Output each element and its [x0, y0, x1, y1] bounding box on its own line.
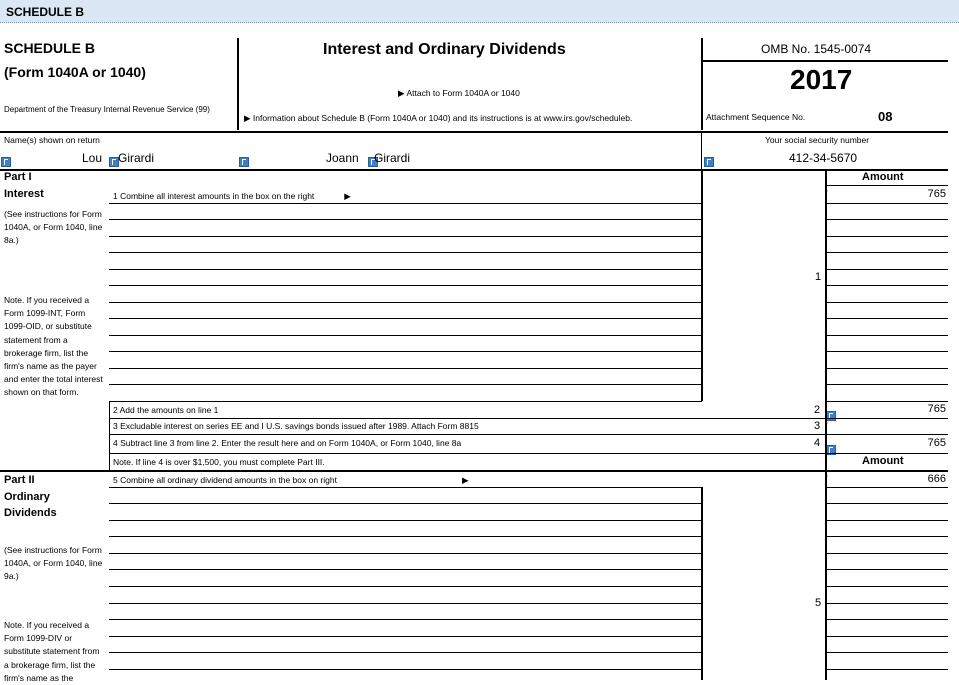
last-name-2[interactable]: Girardi — [374, 151, 411, 165]
amount-row-line — [825, 203, 948, 204]
sequence-number: 08 — [878, 109, 893, 124]
header-divider-right — [701, 38, 703, 130]
first-name-2[interactable]: Joann — [326, 151, 359, 165]
part1-subtitle: Interest — [4, 188, 44, 200]
omb-number: OMB No. 1545-0074 — [761, 42, 872, 56]
arrow-icon: ▶ — [461, 475, 469, 485]
payer-row-line — [109, 503, 702, 504]
amount-row-line — [825, 586, 948, 587]
line1-number: 1 — [815, 271, 822, 283]
ssn-value[interactable]: 412-34-5670 — [789, 151, 858, 165]
schedule-tab-label: SCHEDULE B — [6, 5, 85, 19]
part1-bottom-rule — [0, 470, 948, 472]
schedule-title: SCHEDULE B — [4, 40, 96, 56]
payer-row-line — [109, 669, 702, 670]
amount-row-line — [825, 318, 948, 319]
amount-row-line — [825, 652, 948, 653]
last-name-1[interactable]: Girardi — [118, 151, 155, 165]
amount-row-line — [825, 619, 948, 620]
part2-amount-header: Amount — [862, 455, 904, 467]
form-title: Interest and Ordinary Dividends — [323, 41, 566, 58]
amount-row-line — [825, 368, 948, 369]
amount-row-line — [825, 285, 948, 286]
line2-number: 2 — [814, 404, 821, 416]
part1-note: Note. If you received a Form 1099-INT, Form 1099-OID, or substitute statement from a brokerage firm, list the firm's name as the payer and enter the total interest shown on that form. — [4, 295, 103, 398]
field-marker-icon[interactable] — [826, 411, 836, 421]
line1-text — [113, 191, 351, 202]
amount-row-line — [825, 384, 948, 385]
payer-row-line — [109, 536, 702, 537]
payer-row-line — [109, 351, 702, 352]
amount-row-line — [825, 553, 948, 554]
payer-row-line — [109, 401, 702, 402]
line3-text: 3 Excludable interest on series EE and I U.S. savings bonds issued after 1989. Attach Form 8815 — [113, 421, 479, 431]
amount-row-line — [825, 302, 948, 303]
amount-row-line — [825, 503, 948, 504]
arrow-icon: ▶ — [398, 88, 405, 98]
part1-instructions: (See instructions for Form 1040A, or Form 1040, line 8a.) — [4, 209, 103, 246]
line1-amount[interactable]: 765 — [927, 188, 946, 200]
line2-amount[interactable]: 765 — [927, 403, 946, 415]
line5-number: 5 — [815, 597, 822, 609]
info-text: Information about Schedule B (Form 1040A or 1040) and its instructions is at www.irs.gov/scheduleb. — [252, 113, 633, 123]
sequence-label: Attachment Sequence No. — [706, 112, 806, 122]
payer-row-line — [109, 219, 702, 220]
line5-text — [113, 475, 469, 486]
part2-subtitle-2: Dividends — [4, 507, 57, 519]
info-line — [244, 113, 632, 124]
line2-text: 2 Add the amounts on line 1 — [113, 405, 219, 415]
amount-row-line — [825, 335, 948, 336]
payer-row-line — [109, 384, 702, 385]
header-bottom-rule — [0, 131, 948, 133]
form-reference: (Form 1040A or 1040) — [4, 64, 146, 80]
line4-number: 4 — [814, 437, 821, 449]
payer-row-line — [109, 318, 702, 319]
omb-rule — [702, 60, 948, 62]
line3-number: 3 — [814, 420, 821, 432]
amount-row-line — [825, 269, 948, 270]
payer-column-right — [701, 169, 703, 401]
line4-amount[interactable]: 765 — [927, 437, 946, 449]
amount-column-left — [825, 470, 827, 680]
payer-column-right — [701, 487, 703, 680]
attach-line — [398, 88, 520, 99]
arrow-icon: ▶ — [344, 191, 351, 201]
amount-row-line — [825, 351, 948, 352]
amount-row-line — [825, 219, 948, 220]
line4-rule — [109, 453, 948, 454]
payer-row-line — [109, 652, 702, 653]
payer-row-line — [109, 603, 702, 604]
payer-row-line — [109, 252, 702, 253]
attach-text: Attach to Form 1040A or 1040 — [406, 88, 520, 98]
part1-title: Part I — [4, 171, 32, 183]
amount-row-line — [825, 569, 948, 570]
line5-amount[interactable]: 666 — [927, 473, 946, 485]
ssn-label: Your social security number — [765, 135, 870, 145]
part2-subtitle-1: Ordinary — [4, 491, 50, 503]
names-divider — [701, 132, 702, 169]
amount-row-line — [825, 487, 948, 488]
amount-row-line — [825, 536, 948, 537]
payer-row-line — [109, 335, 702, 336]
payer-row-line — [109, 487, 702, 488]
amount-row-line — [825, 636, 948, 637]
field-marker-icon[interactable] — [704, 157, 714, 167]
amount-row-line — [825, 603, 948, 604]
schedule-tab-bar — [0, 0, 959, 23]
names-bottom-rule — [0, 169, 948, 171]
tax-year: 2017 — [790, 64, 853, 95]
amount-row-line — [825, 236, 948, 237]
payer-row-line — [109, 269, 702, 270]
payer-row-line — [109, 553, 702, 554]
amount-row-line — [825, 252, 948, 253]
first-name-1[interactable]: Lou — [82, 151, 103, 165]
part2-title: Part II — [4, 474, 35, 486]
line5-label: 5 Combine all ordinary dividend amounts in the box on right — [113, 475, 337, 485]
payer-row-line — [109, 586, 702, 587]
payer-row-line — [109, 302, 702, 303]
line1-label: 1 Combine all interest amounts in the box on the right — [113, 191, 315, 201]
names-label: Name(s) shown on return — [4, 135, 100, 145]
payer-row-line — [109, 636, 702, 637]
line-column-left — [109, 401, 110, 470]
arrow-icon: ▶ — [244, 113, 251, 123]
amount-row-line — [825, 401, 948, 402]
amount-header-rule — [825, 185, 948, 186]
amount-row-line — [825, 669, 948, 670]
payer-row-line — [109, 285, 702, 286]
department-text: Department of the Treasury Internal Revenue Service (99) — [4, 105, 210, 114]
field-marker-icon[interactable] — [239, 157, 249, 167]
part1-amount-header: Amount — [862, 171, 904, 183]
part2-instructions: (See instructions for Form 1040A, or Form 1040, line 9a.) — [4, 545, 103, 582]
amount-row-line — [825, 520, 948, 521]
payer-row-line — [109, 619, 702, 620]
part2-note: Note. If you received a Form 1099-DIV or substitute statement from a brokerage firm, list the firm's name as the — [4, 620, 100, 683]
field-marker-icon[interactable] — [1, 157, 11, 167]
line2-rule — [109, 418, 948, 419]
line3-rule — [109, 434, 948, 435]
payer-row-line — [109, 569, 702, 570]
amount-column-left — [825, 169, 827, 470]
payer-row-line — [109, 368, 702, 369]
header-divider-left — [237, 38, 239, 130]
line4-text: 4 Subtract line 3 from line 2. Enter the result here and on Form 1040A, or Form 1040, line 8a — [113, 438, 462, 448]
payer-row-line — [109, 203, 702, 204]
part1-note-line: Note. If line 4 is over $1,500, you must complete Part III. — [113, 457, 325, 467]
payer-row-line — [109, 520, 702, 521]
payer-row-line — [109, 236, 702, 237]
